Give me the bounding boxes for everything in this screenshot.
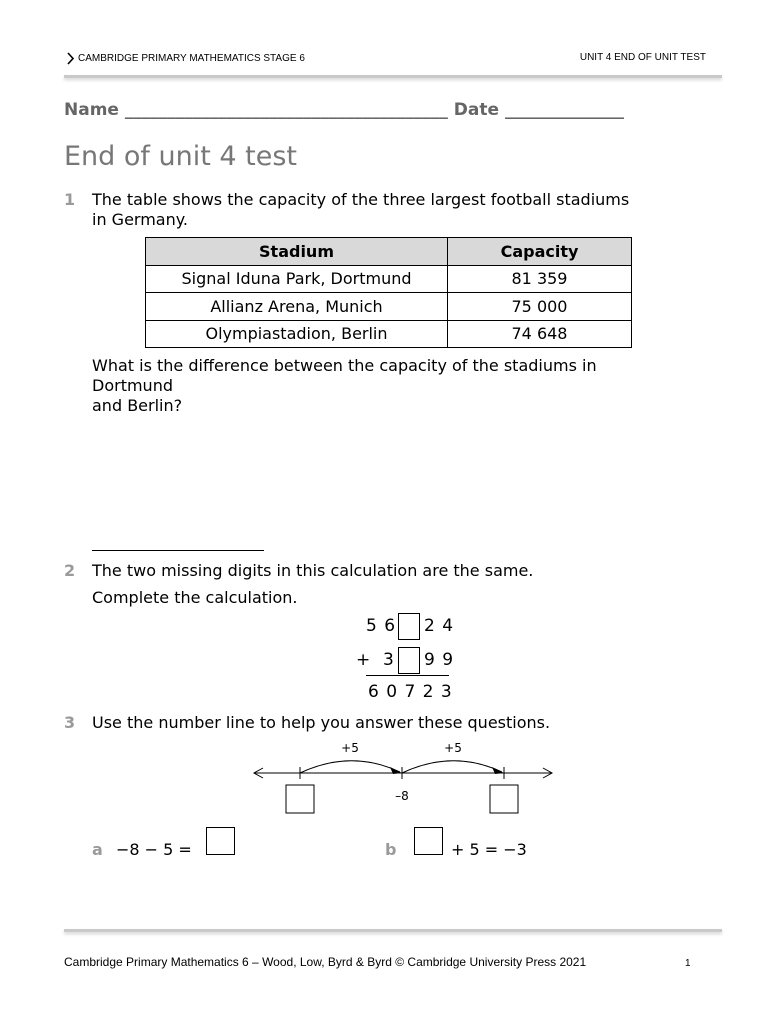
- page-title: End of unit 4 test: [64, 141, 298, 172]
- number-line-answer-box-right[interactable]: [490, 785, 518, 813]
- calc-row-1-end: 2 4: [424, 616, 455, 636]
- number-line-diagram: [254, 739, 554, 817]
- table-cell-stadium: Allianz Arena, Munich: [146, 293, 448, 321]
- footer-copyright: Cambridge Primary Mathematics 6 – Wood, Low, Byrd & Byrd © Cambridge University Press 2021: [64, 955, 587, 969]
- running-header-left: [66, 52, 305, 65]
- column-addition: [356, 610, 455, 706]
- footer-rule: [64, 929, 722, 932]
- jump-arc-2: [402, 761, 502, 773]
- table-header-row: [146, 238, 632, 266]
- table-row: [146, 293, 632, 321]
- jump-label-2: +5: [444, 741, 462, 755]
- jump-arc-1: [300, 761, 400, 773]
- question-1-answer-line[interactable]: [92, 550, 264, 551]
- question-2-line-2: Complete the calculation.: [92, 588, 298, 607]
- question-1-question: [92, 356, 597, 416]
- table-header-stadium: Stadium: [146, 238, 448, 266]
- chevron-right-icon: [66, 52, 75, 65]
- table-row: [146, 265, 632, 293]
- table-cell-capacity: 74 648: [448, 320, 632, 348]
- part-a-expression: −8 − 5 =: [116, 840, 192, 859]
- stadium-capacity-table: [145, 237, 632, 348]
- header-left-text: CAMBRIDGE PRIMARY MATHEMATICS STAGE 6: [78, 53, 305, 64]
- jump-label-1: +5: [341, 741, 359, 755]
- question-1-number: 1: [64, 190, 76, 209]
- calc-row-2-end: 9 9: [424, 650, 455, 670]
- calc-row-2-start: 3: [383, 650, 395, 670]
- question-2-number: 2: [64, 561, 76, 580]
- page-number: 1: [685, 958, 691, 969]
- part-a-label: a: [92, 840, 103, 859]
- name-date-line: Name ______________________________________ Date ______________: [64, 100, 624, 120]
- missing-digit-box-2[interactable]: [398, 647, 420, 674]
- question-2-line-1: The two missing digits in this calculation are the same.: [92, 561, 534, 580]
- table-header-capacity: Capacity: [448, 238, 632, 266]
- part-a-answer-box[interactable]: [206, 827, 235, 855]
- header-rule: [64, 75, 722, 78]
- table-cell-capacity: 81 359: [448, 265, 632, 293]
- question-1-question-line-1: What is the difference between the capacity of the stadiums in: [92, 356, 597, 375]
- question-1-intro-line-2: in Germany.: [92, 210, 189, 229]
- missing-digit-box-1[interactable]: [398, 613, 420, 640]
- table-cell-stadium: Olympiastadion, Berlin: [146, 320, 448, 348]
- number-line-answer-box-left[interactable]: [286, 785, 314, 813]
- question-1-question-line-3: and Berlin?: [92, 396, 183, 415]
- question-3-number: 3: [64, 713, 76, 732]
- part-b-expression: + 5 = −3: [451, 840, 527, 859]
- calc-result: 6 0 7 2 3: [368, 682, 453, 702]
- table-cell-stadium: Signal Iduna Park, Dortmund: [146, 265, 448, 293]
- question-1-question-line-2: Dortmund: [92, 376, 173, 395]
- question-1-intro-line-1: The table shows the capacity of the three largest football stadiums: [92, 190, 630, 209]
- part-b-label: b: [385, 840, 397, 859]
- calc-plus-sign: +: [356, 650, 372, 670]
- part-b-answer-box[interactable]: [414, 827, 443, 855]
- running-header-right: UNIT 4 END OF UNIT TEST: [579, 52, 706, 63]
- marked-value-label: –8: [395, 789, 409, 803]
- question-3-text: Use the number line to help you answer these questions.: [92, 713, 551, 732]
- table-row: [146, 320, 632, 348]
- calc-sum-line: [366, 675, 449, 676]
- calc-row-1-start: 5 6: [366, 616, 397, 636]
- table-cell-capacity: 75 000: [448, 293, 632, 321]
- question-1-intro: [92, 190, 629, 230]
